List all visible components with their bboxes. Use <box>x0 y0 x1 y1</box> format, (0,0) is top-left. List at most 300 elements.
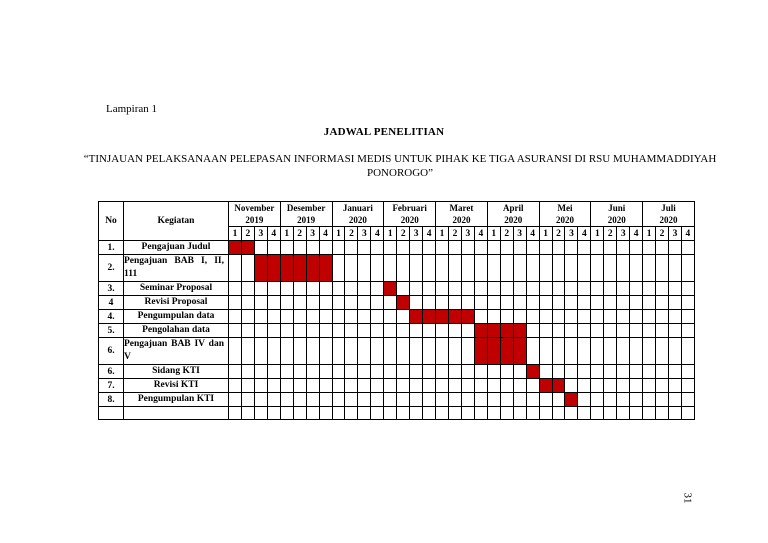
month-year: 2020 <box>504 215 523 225</box>
schedule-cell <box>604 296 617 310</box>
schedule-cell <box>487 241 500 255</box>
week-header: 1 <box>229 227 242 241</box>
schedule-cell <box>306 282 319 296</box>
schedule-cell <box>668 393 681 407</box>
schedule-cell <box>668 379 681 393</box>
schedule-cell <box>668 407 681 420</box>
month-header <box>280 202 332 227</box>
schedule-cell <box>397 393 410 407</box>
schedule-cell-filled <box>539 379 552 393</box>
schedule-cell <box>617 282 630 296</box>
schedule-cell <box>552 324 565 338</box>
schedule-cell <box>267 310 280 324</box>
row-number: 1. <box>99 241 124 255</box>
schedule-cell <box>423 379 436 393</box>
schedule-cell <box>241 379 254 393</box>
schedule-cell <box>668 310 681 324</box>
schedule-cell <box>267 393 280 407</box>
schedule-cell <box>681 282 694 296</box>
schedule-cell <box>384 310 397 324</box>
schedule-cell-filled <box>500 324 513 338</box>
schedule-cell <box>461 379 474 393</box>
schedule-cell <box>384 255 397 282</box>
schedule-cell <box>345 296 358 310</box>
schedule-cell <box>681 296 694 310</box>
schedule-cell <box>668 241 681 255</box>
schedule-cell <box>643 379 656 393</box>
schedule-cell <box>656 241 669 255</box>
table-row <box>99 407 695 420</box>
schedule-cell <box>681 379 694 393</box>
table-row <box>99 379 695 393</box>
table-row <box>99 296 695 310</box>
schedule-cell <box>487 310 500 324</box>
schedule-cell <box>371 393 384 407</box>
schedule-cell <box>449 241 462 255</box>
schedule-cell <box>306 324 319 338</box>
schedule-cell <box>229 379 242 393</box>
schedule-cell <box>229 324 242 338</box>
schedule-cell <box>410 407 423 420</box>
week-header: 2 <box>500 227 513 241</box>
schedule-cell <box>267 379 280 393</box>
schedule-cell <box>229 338 242 365</box>
schedule-cell <box>332 255 345 282</box>
schedule-cell <box>267 282 280 296</box>
schedule-cell <box>229 407 242 420</box>
schedule-cell <box>371 324 384 338</box>
row-activity: Pengumpulan data <box>124 310 229 324</box>
schedule-cell <box>293 379 306 393</box>
schedule-cell <box>241 282 254 296</box>
schedule-cell <box>358 296 371 310</box>
row-activity: Revisi KTI <box>124 379 229 393</box>
schedule-cell <box>410 338 423 365</box>
schedule-cell <box>668 338 681 365</box>
schedule-cell <box>293 296 306 310</box>
month-header <box>643 202 695 227</box>
schedule-cell <box>513 379 526 393</box>
schedule-cell <box>449 365 462 379</box>
schedule-cell <box>229 296 242 310</box>
schedule-cell <box>449 324 462 338</box>
schedule-cell <box>371 379 384 393</box>
schedule-cell <box>552 407 565 420</box>
row-number: 3. <box>99 282 124 296</box>
schedule-cell <box>397 255 410 282</box>
schedule-cell <box>643 324 656 338</box>
schedule-cell <box>332 324 345 338</box>
schedule-cell-filled <box>552 379 565 393</box>
row-number: 6. <box>99 338 124 365</box>
schedule-cell <box>643 407 656 420</box>
schedule-cell <box>371 407 384 420</box>
week-header: 3 <box>617 227 630 241</box>
schedule-cell <box>565 365 578 379</box>
schedule-cell <box>539 241 552 255</box>
schedule-cell <box>668 282 681 296</box>
row-number: 2. <box>99 255 124 282</box>
schedule-cell <box>319 324 332 338</box>
schedule-cell <box>474 310 487 324</box>
schedule-cell-filled <box>487 338 500 365</box>
schedule-cell <box>526 241 539 255</box>
schedule-cell <box>513 407 526 420</box>
schedule-cell <box>617 338 630 365</box>
week-header: 1 <box>332 227 345 241</box>
schedule-cell <box>591 241 604 255</box>
schedule-cell <box>293 393 306 407</box>
schedule-cell-filled <box>449 310 462 324</box>
table-row <box>99 365 695 379</box>
schedule-cell <box>410 365 423 379</box>
month-year: 2020 <box>452 215 471 225</box>
schedule-cell <box>229 255 242 282</box>
schedule-cell <box>500 365 513 379</box>
week-header: 3 <box>306 227 319 241</box>
schedule-cell <box>617 393 630 407</box>
schedule-cell <box>410 296 423 310</box>
table-row <box>99 324 695 338</box>
schedule-cell <box>526 379 539 393</box>
schedule-cell <box>461 282 474 296</box>
schedule-cell <box>526 296 539 310</box>
schedule-cell <box>384 393 397 407</box>
schedule-cell <box>526 282 539 296</box>
month-year: 2020 <box>400 215 419 225</box>
schedule-cell <box>306 407 319 420</box>
schedule-cell <box>332 393 345 407</box>
schedule-cell <box>229 393 242 407</box>
schedule-cell <box>552 296 565 310</box>
schedule-cell <box>539 365 552 379</box>
schedule-cell <box>358 282 371 296</box>
week-header: 2 <box>656 227 669 241</box>
schedule-cell <box>630 365 643 379</box>
schedule-cell <box>423 296 436 310</box>
schedule-cell <box>617 407 630 420</box>
schedule-cell <box>643 282 656 296</box>
schedule-cell <box>578 324 591 338</box>
schedule-cell <box>630 324 643 338</box>
schedule-cell <box>358 407 371 420</box>
schedule-cell <box>293 407 306 420</box>
schedule-cell <box>293 365 306 379</box>
row-number: 4 <box>99 296 124 310</box>
schedule-cell <box>578 241 591 255</box>
schedule-cell <box>681 393 694 407</box>
schedule-cell <box>487 393 500 407</box>
schedule-cell <box>345 255 358 282</box>
schedule-cell <box>280 324 293 338</box>
schedule-cell <box>591 296 604 310</box>
schedule-cell <box>293 310 306 324</box>
schedule-cell <box>280 338 293 365</box>
schedule-cell <box>293 282 306 296</box>
month-header <box>332 202 384 227</box>
schedule-cell <box>449 379 462 393</box>
table-body <box>99 241 695 420</box>
schedule-cell <box>630 407 643 420</box>
schedule-cell <box>681 241 694 255</box>
schedule-cell <box>656 282 669 296</box>
week-header: 4 <box>371 227 384 241</box>
schedule-cell <box>630 310 643 324</box>
schedule-cell <box>681 324 694 338</box>
week-header: 3 <box>513 227 526 241</box>
week-header: 4 <box>423 227 436 241</box>
header-no: No <box>99 202 124 241</box>
row-activity: Pengumpulan KTI <box>124 393 229 407</box>
schedule-cell <box>397 310 410 324</box>
schedule-cell <box>397 365 410 379</box>
week-header: 1 <box>384 227 397 241</box>
schedule-cell <box>513 255 526 282</box>
schedule-cell <box>591 310 604 324</box>
row-number <box>99 407 124 420</box>
week-header: 2 <box>397 227 410 241</box>
page-title: JADWAL PENELITIAN <box>323 126 445 138</box>
schedule-cell <box>254 241 267 255</box>
schedule-cell <box>241 310 254 324</box>
schedule-cell <box>241 407 254 420</box>
schedule-cell-filled <box>565 393 578 407</box>
schedule-cell <box>410 393 423 407</box>
schedule-cell <box>487 365 500 379</box>
schedule-cell <box>630 282 643 296</box>
schedule-cell-filled <box>436 310 449 324</box>
schedule-cell <box>656 379 669 393</box>
schedule-cell <box>643 241 656 255</box>
month-name: Juli <box>661 203 676 213</box>
schedule-cell-filled <box>241 241 254 255</box>
schedule-cell <box>306 365 319 379</box>
table-row <box>99 255 695 282</box>
schedule-cell-filled <box>474 324 487 338</box>
schedule-cell <box>345 393 358 407</box>
schedule-cell <box>461 324 474 338</box>
schedule-cell <box>668 365 681 379</box>
schedule-cell <box>604 393 617 407</box>
schedule-cell <box>371 365 384 379</box>
appendix-label: Lampiran 1 <box>106 103 158 115</box>
schedule-cell <box>254 379 267 393</box>
month-year: 2020 <box>555 215 574 225</box>
schedule-cell <box>526 310 539 324</box>
schedule-cell <box>656 296 669 310</box>
week-header: 1 <box>643 227 656 241</box>
schedule-cell <box>474 379 487 393</box>
month-year: 2020 <box>348 215 367 225</box>
week-header: 4 <box>474 227 487 241</box>
schedule-cell <box>384 324 397 338</box>
schedule-cell <box>578 296 591 310</box>
schedule-cell <box>656 255 669 282</box>
schedule-cell <box>578 365 591 379</box>
week-header: 3 <box>461 227 474 241</box>
schedule-table <box>98 201 695 420</box>
schedule-cell <box>513 296 526 310</box>
schedule-cell <box>656 393 669 407</box>
row-activity: Pengajuan Judul <box>124 241 229 255</box>
schedule-cell <box>306 241 319 255</box>
schedule-cell <box>500 282 513 296</box>
schedule-cell <box>591 365 604 379</box>
schedule-cell-filled <box>410 310 423 324</box>
schedule-cell <box>474 282 487 296</box>
schedule-cell <box>487 255 500 282</box>
schedule-cell <box>578 338 591 365</box>
schedule-cell-filled <box>513 338 526 365</box>
month-name: Mei <box>557 203 573 213</box>
schedule-cell <box>500 310 513 324</box>
schedule-cell <box>384 407 397 420</box>
schedule-cell <box>280 407 293 420</box>
schedule-cell <box>280 310 293 324</box>
schedule-cell-filled <box>229 241 242 255</box>
schedule-cell-filled <box>423 310 436 324</box>
schedule-cell <box>513 365 526 379</box>
row-activity: Pengajuan BAB IV dan V <box>124 338 229 365</box>
schedule-cell <box>617 365 630 379</box>
schedule-cell <box>449 338 462 365</box>
schedule-cell <box>668 324 681 338</box>
week-header: 4 <box>630 227 643 241</box>
schedule-cell <box>319 296 332 310</box>
schedule-cell <box>436 365 449 379</box>
schedule-cell <box>681 365 694 379</box>
schedule-cell <box>591 407 604 420</box>
page-subtitle: “TINJAUAN PELAKSANAAN PELEPASAN INFORMASI MEDIS UNTUK PIHAK KE TIGA ASURANSI DI RSU MUHAMMADDIYAH PONOROGO” <box>83 153 717 179</box>
schedule-cell <box>280 241 293 255</box>
schedule-cell <box>280 379 293 393</box>
header-kegiatan: Kegiatan <box>124 202 229 241</box>
schedule-cell <box>552 338 565 365</box>
schedule-cell <box>332 296 345 310</box>
schedule-cell <box>656 338 669 365</box>
schedule-cell <box>565 407 578 420</box>
schedule-cell <box>254 296 267 310</box>
schedule-cell <box>643 296 656 310</box>
schedule-cell <box>384 241 397 255</box>
table-row <box>99 393 695 407</box>
schedule-cell <box>617 241 630 255</box>
schedule-cell <box>345 324 358 338</box>
schedule-cell <box>474 407 487 420</box>
schedule-cell <box>643 393 656 407</box>
month-name: Juni <box>608 203 626 213</box>
schedule-cell <box>332 407 345 420</box>
schedule-cell <box>539 338 552 365</box>
schedule-cell <box>345 407 358 420</box>
schedule-cell <box>267 365 280 379</box>
schedule-cell <box>267 241 280 255</box>
schedule-cell <box>461 296 474 310</box>
schedule-cell <box>552 365 565 379</box>
schedule-cell <box>345 338 358 365</box>
schedule-cell <box>591 255 604 282</box>
schedule-cell <box>371 296 384 310</box>
schedule-cell <box>410 282 423 296</box>
schedule-cell <box>423 338 436 365</box>
schedule-cell-filled <box>384 282 397 296</box>
schedule-cell <box>371 310 384 324</box>
month-year: 2020 <box>607 215 626 225</box>
row-activity: Pengajuan BAB I, II, 111 <box>124 255 229 282</box>
schedule-cell <box>449 282 462 296</box>
schedule-cell <box>578 407 591 420</box>
schedule-cell <box>332 282 345 296</box>
schedule-cell-filled <box>306 255 319 282</box>
schedule-cell <box>345 379 358 393</box>
week-header: 3 <box>254 227 267 241</box>
schedule-cell <box>552 310 565 324</box>
month-header <box>436 202 488 227</box>
schedule-cell <box>241 338 254 365</box>
schedule-cell <box>461 393 474 407</box>
row-activity: Seminar Proposal <box>124 282 229 296</box>
schedule-cell <box>617 379 630 393</box>
schedule-cell <box>436 255 449 282</box>
schedule-cell <box>656 365 669 379</box>
schedule-cell <box>449 255 462 282</box>
schedule-cell <box>449 407 462 420</box>
schedule-cell <box>578 393 591 407</box>
schedule-cell <box>280 393 293 407</box>
schedule-cell <box>539 393 552 407</box>
schedule-cell <box>539 310 552 324</box>
schedule-cell <box>423 241 436 255</box>
schedule-cell <box>423 407 436 420</box>
schedule-cell <box>345 365 358 379</box>
schedule-cell <box>229 282 242 296</box>
schedule-cell <box>397 324 410 338</box>
schedule-cell <box>565 310 578 324</box>
week-header: 1 <box>280 227 293 241</box>
row-number: 5. <box>99 324 124 338</box>
schedule-cell <box>604 324 617 338</box>
week-header: 2 <box>241 227 254 241</box>
schedule-cell <box>656 407 669 420</box>
schedule-cell <box>565 296 578 310</box>
schedule-cell <box>397 282 410 296</box>
schedule-cell-filled <box>513 324 526 338</box>
schedule-cell <box>436 296 449 310</box>
schedule-cell <box>487 379 500 393</box>
schedule-cell <box>319 379 332 393</box>
schedule-cell <box>526 324 539 338</box>
schedule-cell <box>552 255 565 282</box>
schedule-cell <box>254 324 267 338</box>
schedule-cell <box>319 407 332 420</box>
schedule-cell <box>384 338 397 365</box>
schedule-cell <box>436 241 449 255</box>
week-header: 2 <box>552 227 565 241</box>
schedule-cell <box>539 296 552 310</box>
schedule-cell <box>656 310 669 324</box>
schedule-cell-filled <box>254 255 267 282</box>
schedule-cell <box>461 365 474 379</box>
schedule-cell <box>345 310 358 324</box>
schedule-cell <box>617 324 630 338</box>
schedule-cell <box>371 338 384 365</box>
table-row <box>99 282 695 296</box>
schedule-cell <box>681 255 694 282</box>
schedule-cell <box>539 324 552 338</box>
schedule-cell <box>319 365 332 379</box>
week-header: 3 <box>410 227 423 241</box>
schedule-cell <box>513 282 526 296</box>
